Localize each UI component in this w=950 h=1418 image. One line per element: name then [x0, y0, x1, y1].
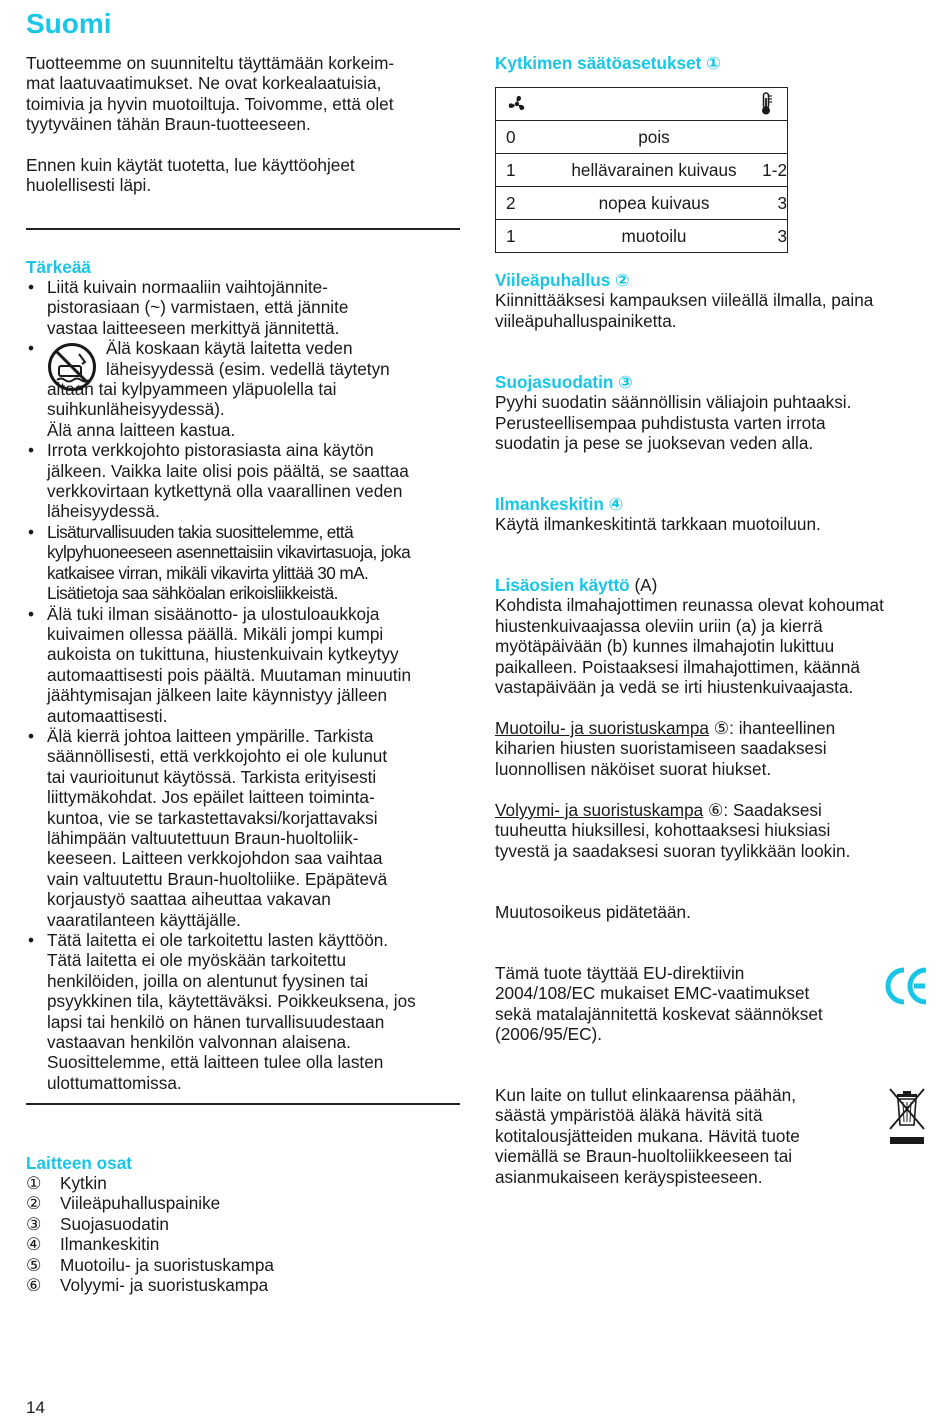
language-heading: Suomi: [26, 8, 112, 39]
divider: [26, 1103, 460, 1105]
page-number: 14: [26, 1398, 45, 1417]
list-item: • Tätä laitetta ei ole tarkoitettu lasten käyttöön. Tätä laitetta ei ole myöskään tarkoitettu henkilöiden, joilla on alentunut fyysinen tai psyykkinen tila, käytettäväksi. Poikkeuksena, jos lapsi tai henkilö on hänen turvallisuudestaan vastaavan henkilön valvonnan alaisena. Suosittelemme, että laitteen tulee olla lasten ulottumattomissa.: [26, 930, 460, 1093]
cool-shot-section: Viileäpuhallus ② Kiinnittääksesi kampauksen viileällä ilmalla, paina viileäpuhalluspainiketta.: [495, 270, 935, 331]
styling-comb-paragraph: Muotoilu- ja suoristuskampa ⑤: ihanteellinen kiharien hiusten suoristamiseen saadaksesi luonnollisen näköiset suorat hiukset.: [495, 718, 836, 779]
switch-settings-heading: Kytkimen säätöasetukset ①: [495, 53, 721, 73]
intro-paragraph-1: Tuotteemme on suunniteltu täyttämään korkeim- mat laatuvaatimukset. Ne ovat korkealaatuisia, toimivia ja hyvin muotoiltuja. Toivomme, että olet tyytyväinen tähän Braun-tuotteeseen.: [26, 53, 395, 135]
subject-to-change-note: Muutosoikeus pidätetään.: [495, 902, 691, 922]
list-item: ④ Ilmankeskitin: [26, 1234, 160, 1255]
thermometer-icon: [759, 92, 773, 116]
table-row: 1 muotoilu 3: [496, 220, 788, 253]
table-row: 0 pois: [496, 121, 788, 154]
concentrator-section: Ilmankeskitin ④ Käytä ilmankeskitintä tarkkaan muotoiluun.: [495, 494, 935, 535]
concentrator-heading: Ilmankeskitin ④: [495, 494, 624, 514]
disposal-notice: Kun laite on tullut elinkaarensa päähän, säästä ympäristöä äläkä hävitä sitä kotitalousjätteiden mukana. Hävitä tuote viemällä se Braun-huoltoliikkeeseen tai asianmukaiseen keräyspisteeseen.: [495, 1085, 800, 1187]
table-row: 2 nopea kuivaus 3: [496, 187, 788, 220]
attachments-section: Lisäosien käyttö (A) Kohdista ilmahajottimen reunassa olevat kohoumat hiustenkuivaajassa oleviin uriin (a) ja kierrä myötäpäivään (b) kunnes ilmahajotin lukittuu paikalleen. Poistaaksesi ilmahajottimen, käännä vastapäivään ja vedä se irti hiustenkuivaajasta.: [495, 575, 935, 697]
eu-notice: Tämä tuote täyttää EU-direktiivin 2004/108/EC mukaiset EMC-vaatimukset sekä matalajännitettä koskevat säännökset (2006/95/EC).: [495, 963, 823, 1045]
list-item: ⑥ Volyymi- ja suoristuskampa: [26, 1275, 269, 1296]
ce-mark-logo: [884, 966, 930, 1006]
styling-comb-label: Muotoilu- ja suoristuskampa: [495, 718, 709, 738]
volume-comb-paragraph: Volyymi- ja suoristuskampa ⑥: Saadaksesi tuuheutta hiuksillesi, kohottaaksesi hiuksiasi tyvestä ja saadaksesi suoran tyylikkään lookin.: [495, 800, 851, 861]
list-item: ③ Suojasuodatin: [26, 1213, 169, 1234]
volume-comb-label: Volyymi- ja suoristuskampa: [495, 800, 704, 820]
filter-heading: Suojasuodatin ③: [495, 372, 633, 392]
important-list: [26, 277, 460, 1093]
divider: [26, 228, 460, 230]
list-item: • Liitä kuivain normaaliin vaihtojännite- pistorasiaan (~) varmistaen, että jännite vastaa laitteeseen merkittyä jännitettä.: [26, 277, 460, 338]
attachments-heading: Lisäosien käyttö (A): [495, 575, 658, 595]
intro-paragraph-2: Ennen kuin käytät tuotetta, lue käyttöohjeet huolellisesti läpi.: [26, 155, 355, 196]
list-item: ① Kytkin: [26, 1173, 107, 1193]
parts-heading: Laitteen osat: [26, 1153, 133, 1173]
list-item: • Lisäturvallisuuden takia suosittelemme, että kylpyhuoneeseen asennettaisiin vikavirtasuoja, joka katkaisee virran, mikäli vikavirta ylittää 30 mA. Lisätietoja saa sähköalan erikoisliikkeistä.: [26, 522, 460, 604]
switch-settings-table: [495, 87, 788, 253]
table-row: 1 hellävarainen kuivaus 1-2: [496, 154, 788, 187]
list-item: • Älä tuki ilman sisäänotto- ja ulostuloaukkoja kuivaimen ollessa päällä. Mikäli jompi kumpi aukoista on tukittuna, hiustenkuivain kytkeytyy automaattisesti pois päältä. Muutaman minuutin jäähtymisajan jälkeen laite käynnistyy jälleen automaattisesti.: [26, 604, 460, 726]
weee-crossed-bin-icon: [887, 1087, 927, 1147]
important-heading: Tärkeää: [26, 257, 91, 277]
fan-icon: [506, 93, 528, 115]
no-water-warning-icon: [47, 342, 97, 392]
list-item: • Älä kierrä johtoa laitteen ympärille. Tarkista säännöllisesti, että verkkojohto ei ole kulunut tai vaurioitunut käytössä. Tarkista erityisesti liittymäkohdat. Jos epäilet laitteen toiminta- kuntoa, vie se tarkastettavaksi/korjattavaksi lähimpään valtuutettuun Braun-huoltoliik- keeseen. Laitteen verkkojohdon saa vaihtaa vain valtuutettu Braun-huoltoliike. Epäpätevä korjaustyö saattaa aiheuttaa vakavan vaaratilanteen käyttäjälle.: [26, 726, 460, 930]
parts-list: [26, 1173, 460, 1295]
list-item: • Irrota verkkojohto pistorasiasta aina käytön jälkeen. Vaikka laite olisi pois päältä, se saattaa verkkovirtaan kytkettynä olla vaarallinen veden läheisyydessä.: [26, 440, 460, 522]
list-item: ② Viileäpuhalluspainike: [26, 1193, 221, 1214]
cool-shot-heading: Viileäpuhallus ②: [495, 270, 630, 290]
filter-section: Suojasuodatin ③ Pyyhi suodatin säännöllisin väliajoin puhtaaksi. Perusteellisempaa puhdistusta varten irrota suodatin ja pese se juoksevan veden alla.: [495, 372, 935, 454]
list-item: ⑤ Muotoilu- ja suoristuskampa: [26, 1254, 274, 1275]
table-header-row: [496, 88, 788, 121]
list-item: • Älä koskaan käytä laitetta veden läheisyydessä (esim. vedellä täytetyn altaan tai kylpyammeen yläpuolella tai suihkunläheisyydessä). Älä anna laitteen kastua.: [26, 338, 460, 440]
